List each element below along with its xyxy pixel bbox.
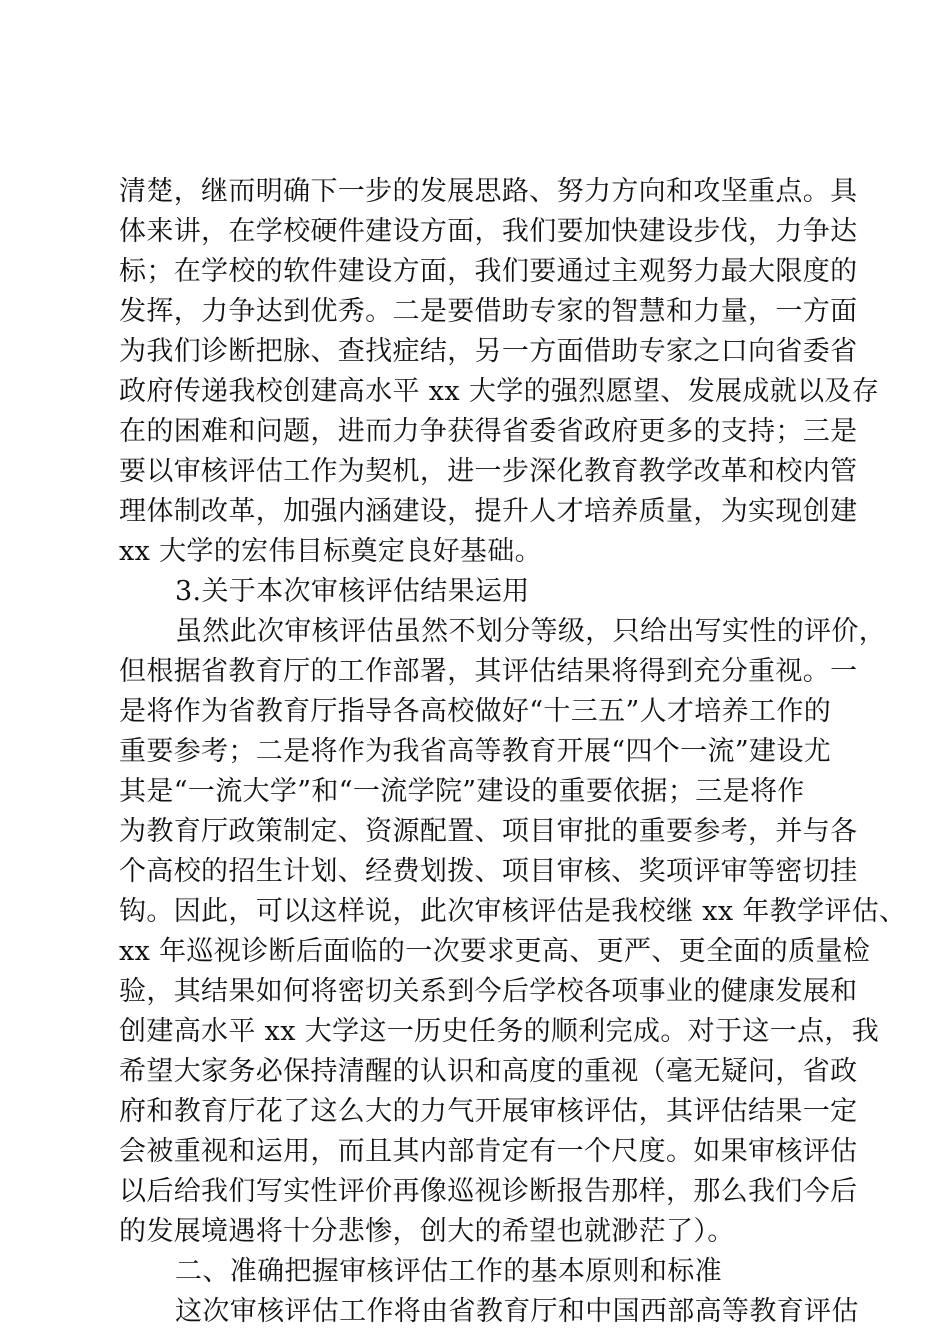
body-text-line: 希望大家务必保持清醒的认识和高度的重视（毫无疑问，省政 xyxy=(119,1056,858,1087)
body-text-line: 的发展境遇将十分悲惨，创大的希望也就渺茫了）。 xyxy=(119,1216,735,1247)
body-text-line: 发挥，力争达到优秀。二是要借助专家的智慧和力量，一方面 xyxy=(119,296,858,327)
body-text-line: 验，其结果如何将密切关系到今后学校各项事业的健康发展和 xyxy=(119,976,858,1007)
body-text-line: 在的困难和问题，进而力争获得省委省政府更多的支持；三是 xyxy=(119,416,858,447)
body-text-line: 其是“一流大学”和“一流学院”建设的重要依据；三是将作 xyxy=(119,776,805,807)
body-text-line: 政府传递我校创建高水平 xx 大学的强烈愿望、发展成就以及存 xyxy=(119,376,880,407)
section-subheading: 3.关于本次审核评估结果运用 xyxy=(175,576,530,607)
body-text-line: 府和教育厅花了这么大的力气开展审核评估，其评估结果一定 xyxy=(119,1096,858,1127)
body-text-line: 虽然此次审核评估虽然不划分等级，只给出写实性的评价， xyxy=(175,616,887,647)
body-text-line: 理体制改革，加强内涵建设，提升人才培养质量，为实现创建 xyxy=(119,496,858,527)
body-text-line: 是将作为省教育厅指导各高校做好“十三五”人才培养工作的 xyxy=(119,696,832,727)
section-heading: 二、准确把握审核评估工作的基本原则和标准 xyxy=(175,1256,722,1287)
body-text-line: 标；在学校的软件建设方面，我们要通过主观努力最大限度的 xyxy=(119,256,858,287)
body-text-line: 但根据省教育厅的工作部署，其评估结果将得到充分重视。一 xyxy=(119,656,858,687)
body-text-line: 为我们诊断把脉、查找症结，另一方面借助专家之口向省委省 xyxy=(119,336,858,367)
body-text-line: 创建高水平 xx 大学这一历史任务的顺利完成。对于这一点，我 xyxy=(119,1016,880,1047)
body-text-line: 个高校的招生计划、经费划拨、项目审核、奖项评审等密切挂 xyxy=(119,856,858,887)
body-text-line: 重要参考；二是将作为我省高等教育开展“四个一流”建设尤 xyxy=(119,736,832,767)
body-text-line: 清楚，继而明确下一步的发展思路、努力方向和攻坚重点。具 xyxy=(119,176,858,207)
body-text-line: 钩。因此，可以这样说，此次审核评估是我校继 xx 年教学评估、 xyxy=(119,896,907,927)
body-text-line: xx 年巡视诊断后面临的一次要求更高、更严、更全面的质量检 xyxy=(119,936,871,967)
body-text-line: 这次审核评估工作将由省教育厅和中国西部高等教育评估 xyxy=(175,1296,859,1327)
body-text-line: xx 大学的宏伟目标奠定良好基础。 xyxy=(119,536,542,567)
body-text-line: 会被重视和运用，而且其内部肯定有一个尺度。如果审核评估 xyxy=(119,1136,858,1167)
body-text-line: 为教育厅政策制定、资源配置、项目审批的重要参考，并与各 xyxy=(119,816,858,847)
body-text-line: 要以审核评估工作为契机，进一步深化教育教学改革和校内管 xyxy=(119,456,858,487)
body-text-line: 以后给我们写实性评价再像巡视诊断报告那样，那么我们今后 xyxy=(119,1176,858,1207)
body-text-line: 体来讲，在学校硬件建设方面，我们要加快建设步伐，力争达 xyxy=(119,216,858,247)
